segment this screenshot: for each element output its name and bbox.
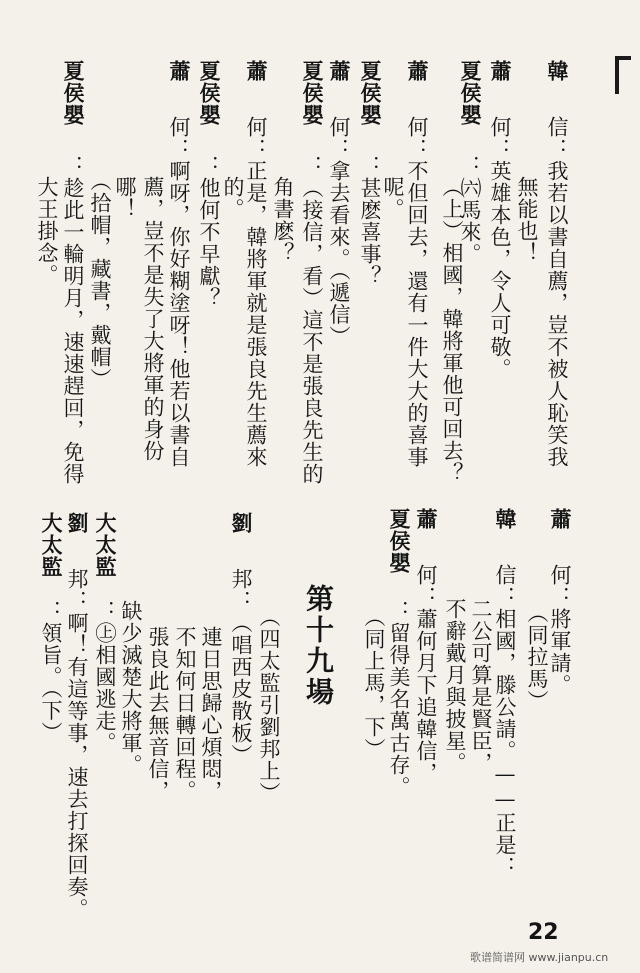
dialogue-text: 何：蕭何月下追韓信，	[414, 564, 438, 784]
page-number: 22	[528, 920, 559, 945]
dialogue-text: ：他何不早獻？	[197, 155, 221, 309]
dialogue-text: （同拉馬）	[525, 602, 549, 712]
dialogue-text: ：甚麽喜事？	[358, 155, 382, 287]
speaker-label: 夏侯嬰	[458, 60, 483, 126]
dialogue-text: 哪！	[113, 176, 137, 220]
dialogue-text: 何：不但回去，還有一件大大的喜事	[405, 116, 429, 468]
speaker-label: 蕭	[405, 60, 430, 86]
dialogue-text: 邦：啊！有這等事，速去打探回奏。	[65, 568, 89, 920]
dialogue-text: ：（接信，看）這不是張良先生的	[300, 155, 324, 485]
speaker-label: 蕭	[327, 60, 352, 86]
speaker-label: 大太監	[93, 512, 118, 578]
speaker-label: 劉	[229, 512, 254, 538]
speaker-label: 蕭	[414, 508, 439, 534]
dialogue-text: 呢。	[381, 176, 405, 220]
dialogue-text: 大王掛念。	[35, 176, 59, 286]
dialogue-text: ：㊤相國逃走。	[93, 600, 117, 754]
speaker-label: 蕭	[167, 60, 192, 86]
speaker-label: 韓	[493, 508, 518, 534]
dialogue-text: （同上馬，下）	[362, 606, 386, 760]
dialogue-text: ：領旨。（下）	[39, 600, 63, 744]
dialogue-text: 不辭戴月與披星。	[443, 598, 467, 774]
dialogue-text: ：趁此一輪明月，速速趕回，免得	[61, 155, 85, 485]
dialogue-text: 二公可算是賢臣，	[469, 598, 493, 774]
dialogue-text: 連日思歸心煩悶，	[199, 626, 223, 802]
dialogue-text: 的。	[221, 176, 245, 220]
dialogue-text: ：留得美名萬古存。	[387, 600, 411, 798]
scene-title: 第十九場	[302, 584, 335, 708]
speaker-label: 夏侯嬰	[358, 60, 383, 126]
dialogue-text: 缺少滅楚大將軍。	[119, 600, 143, 776]
dialogue-text: 何：拿去看來。（遞信）	[327, 116, 351, 348]
dialogue-text: （上）相國，韓將軍他可回去？	[440, 176, 464, 484]
dialogue-text: 張良此去無音信，	[146, 626, 170, 802]
dialogue-text: 角書麽？	[271, 176, 295, 264]
dialogue-text: 何：將軍請。	[548, 564, 572, 696]
speaker-label: 大太監	[39, 512, 64, 578]
dialogue-text: 信：我若以書自薦，豈不被人恥笑我	[545, 116, 569, 468]
dialogue-text: 薦，豈不是失了大將軍的身份	[141, 176, 165, 462]
dialogue-text: 不知何日轉回程。	[173, 626, 197, 802]
speaker-label: 劉	[65, 512, 90, 538]
dialogue-text: 何：英雄本色，令人可敬。	[488, 116, 512, 380]
speaker-label: 韓	[545, 60, 570, 86]
speaker-label: 蕭	[548, 508, 573, 534]
corner-bracket-mark	[615, 56, 631, 94]
speaker-label: 夏侯嬰	[387, 508, 412, 574]
dialogue-text: （四太監引劉邦上）	[257, 606, 281, 804]
speaker-label: 蕭	[488, 60, 513, 86]
dialogue-text: 信：相國，滕公請。——正是：	[493, 564, 517, 878]
dialogue-text: 邦：（唱西皮散板）	[229, 568, 253, 766]
dialogue-text: ：㈥馬來。	[458, 155, 482, 265]
dialogue-text: 何：啊呀，你好糊塗呀！他若以書自	[167, 116, 191, 468]
dialogue-text: 無能也！	[515, 176, 539, 264]
dialogue-text: （拾帽，藏書，戴帽）	[88, 170, 112, 390]
speaker-label: 夏侯嬰	[61, 60, 86, 126]
speaker-label: 蕭	[244, 60, 269, 86]
speaker-label: 夏侯嬰	[300, 60, 325, 126]
watermark-text: 歌谱简谱网 www.jianpu.cn	[470, 951, 609, 964]
dialogue-text: 何：正是，韓將軍就是張良先生薦來	[244, 116, 268, 468]
speaker-label: 夏侯嬰	[197, 60, 222, 126]
